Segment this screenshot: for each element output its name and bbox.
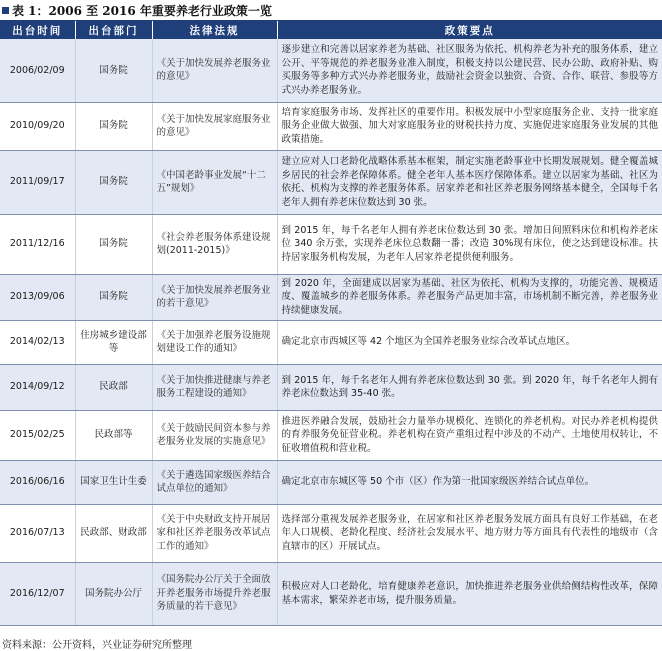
row-law: 《中国老龄事业发展“十二五”规划》	[152, 150, 277, 214]
row-policy-point: 到 2015 年，每千名老年人拥有养老床位数达到 30 张。到 2020 年，每千名老年人拥有养老床位数达到 35-40 张。	[277, 364, 662, 410]
row-law: 《关于鼓励民间资本参与养老服务业发展的实施意见》	[152, 410, 277, 460]
row-date: 2015/02/25	[0, 410, 75, 460]
header-policy-points: 政策要点	[277, 21, 662, 39]
row-department: 国务院办公厅	[75, 562, 152, 625]
row-date: 2014/02/13	[0, 320, 75, 364]
table-row	[0, 460, 662, 504]
row-date: 2016/06/16	[0, 460, 75, 504]
row-date: 2013/09/06	[0, 274, 75, 320]
table-row	[0, 320, 662, 364]
header-law: 法律法规	[152, 21, 277, 39]
table-row	[0, 410, 662, 460]
row-policy-point: 逐步建立和完善以居家养老为基础、社区服务为依托、机构养老为补充的服务体系，建立公开、平等规范的养老服务业准入制度，积极支持以公建民营、民办公助、政府补贴、购买服务等多种方式兴办养老服务业，鼓励社会资金以独资、合资、合作、联营、参股等方式兴办养老服务业。	[277, 39, 662, 102]
row-department: 国务院	[75, 150, 152, 214]
row-department: 民政部、财政部	[75, 504, 152, 562]
row-date: 2016/12/07	[0, 562, 75, 625]
table-row	[0, 274, 662, 320]
table-row	[0, 562, 662, 625]
table-title: 表 1：2006 至 2016 年重要养老行业政策一览	[12, 3, 272, 18]
row-department: 国务院	[75, 39, 152, 102]
row-policy-point: 到 2015 年，每千名老年人拥有养老床位数达到 30 张。增加日间照料床位和机构养老床位 340 余万张，实现养老床位总数翻一番；改造 30%现有床位，使之达到建设标准。扶持居家服务机构发展，为老年人居家养老提供便利服务。	[277, 214, 662, 274]
row-law: 《社会养老服务体系建设规划(2011-2015)》	[152, 214, 277, 274]
row-department: 国务院	[75, 102, 152, 150]
row-law: 《关于加快推进健康与养老服务工程建设的通知》	[152, 364, 277, 410]
row-law: 《关于加快发展家庭服务业的意见》	[152, 102, 277, 150]
table-row	[0, 150, 662, 214]
row-policy-point: 确定北京市西城区等 42 个地区为全国养老服务业综合改革试点地区。	[277, 320, 662, 364]
row-law: 《关于中央财政支持开展居家和社区养老服务改革试点工作的通知》	[152, 504, 277, 562]
header-department: 出台部门	[75, 21, 152, 39]
row-policy-point: 到 2020 年，全面建成以居家为基础、社区为依托、机构为支撑的，功能完善、规模适度、覆盖城乡的养老服务体系。养老服务产品更加丰富，市场机制不断完善，养老服务业持续健康发展。	[277, 274, 662, 320]
row-policy-point: 推进医养融合发展，鼓励社会力量举办规模化、连锁化的养老机构。对民办养老机构提供的育养服务免征营业税。养老机构在资产重组过程中涉及的不动产、土地使用权转让，不征收增值税和营业税。	[277, 410, 662, 460]
row-department: 国务院	[75, 214, 152, 274]
row-department: 国务院	[75, 274, 152, 320]
row-law: 《国务院办公厅关于全面放开养老服务市场提升养老服务质量的若干意见》	[152, 562, 277, 625]
row-department: 国家卫生计生委	[75, 460, 152, 504]
row-date: 2016/07/13	[0, 504, 75, 562]
row-date: 2010/09/20	[0, 102, 75, 150]
row-date: 2011/09/17	[0, 150, 75, 214]
row-policy-point: 确定北京市东城区等 50 个市（区）作为第一批国家级医养结合试点单位。	[277, 460, 662, 504]
table-row	[0, 214, 662, 274]
row-law: 《关于加强养老服务设施规划建设工作的通知》	[152, 320, 277, 364]
table-title-bar	[0, 0, 662, 21]
row-department: 民政部	[75, 364, 152, 410]
table-row	[0, 102, 662, 150]
policy-table	[0, 21, 662, 626]
source-note: 资料来源：公开资料，兴业证券研究所整理	[2, 640, 192, 651]
table-row	[0, 39, 662, 102]
table-header-row	[0, 21, 662, 39]
header-date: 出台时间	[0, 21, 75, 39]
row-policy-point: 培育家庭服务市场、发挥社区的重要作用。积极发展中小型家庭服务企业、支持一批家庭服务企业做大做强、加大对家庭服务业的财税扶持力度、实施促进家庭服务业发展的其他政策措施。	[277, 102, 662, 150]
row-policy-point: 建立应对人口老龄化战略体系基本框架，制定实施老龄事业中长期发展规划。健全覆盖城乡居民的社会养老保障体系。健全老年人基本医疗保障体系。建立以居家为基础、社区为依托、机构为支撑的养老服务体系。居家养老和社区养老服务网络基本健全，全国每千名老年人拥有养老床位数达到 30 张。	[277, 150, 662, 214]
row-department: 住房城乡建设部等	[75, 320, 152, 364]
title-bullet	[2, 7, 9, 14]
row-law: 《关于遴选国家级医养结合试点单位的通知》	[152, 460, 277, 504]
row-law: 《关于加快发展养老服务业的意见》	[152, 39, 277, 102]
row-policy-point: 积极应对人口老龄化，培育健康养老意识，加快推进养老服务业供给侧结构性改革，保障基本需求，繁荣养老市场，提升服务质量。	[277, 562, 662, 625]
row-department: 民政部等	[75, 410, 152, 460]
row-date: 2014/09/12	[0, 364, 75, 410]
row-policy-point: 选择部分重视发展养老服务业，在居家和社区养老服务发展方面具有良好工作基础，在老年人口规模、老龄化程度、经济社会发展水平、地方财力等方面具有代表性的地级市（含直辖市的区）开展试点。	[277, 504, 662, 562]
row-date: 2006/02/09	[0, 39, 75, 102]
table-row	[0, 364, 662, 410]
row-date: 2011/12/16	[0, 214, 75, 274]
table-row	[0, 504, 662, 562]
row-law: 《关于加快发展养老服务业的若干意见》	[152, 274, 277, 320]
